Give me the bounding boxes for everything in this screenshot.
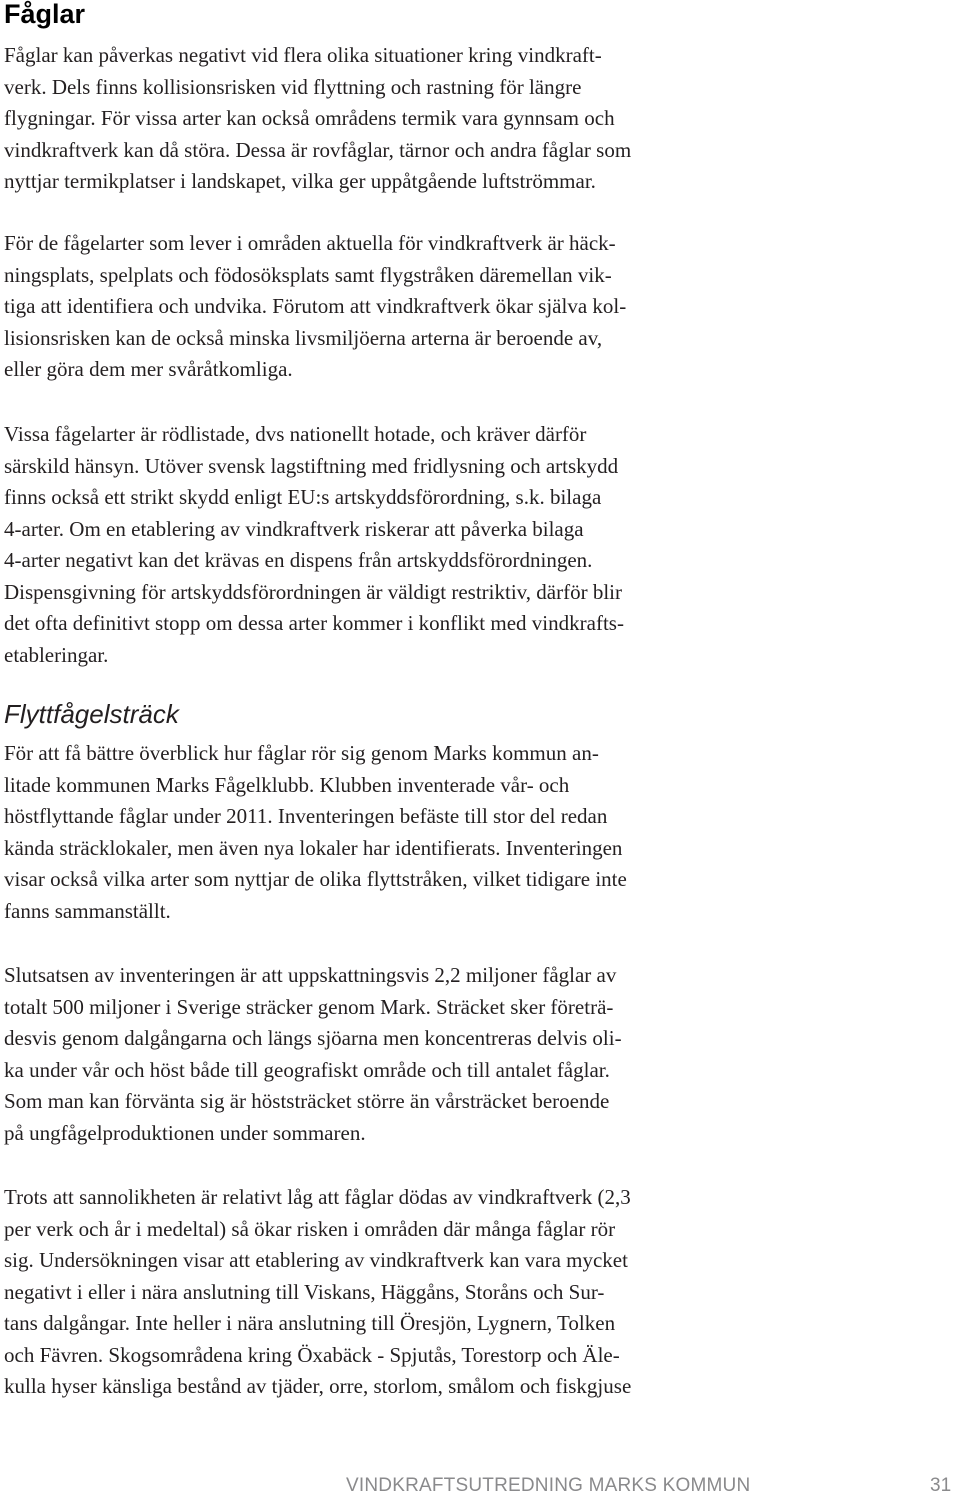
paragraph-redlisted [4,419,624,671]
text-line: visar också vilka arter som nyttjar de olika flyttstråken, vilket tidigare inte [4,867,627,891]
text-line: ningsplats, spelplats och födosöksplats samt flygstråken däremellan vik- [4,262,612,287]
text-line: fanns sammanställt. [4,898,171,923]
text-line: tans dalgångar. Inte heller i nära anslutning till Öresjön, Lygnern, Tolken [4,1311,616,1335]
text-line: 4-arter negativt kan det krävas en dispens från artskyddsförordningen. [4,548,593,572]
text-line: höstflyttande fåglar under 2011. Inventeringen befäste till stor del redan [4,804,608,828]
footer-document-title: VINDKRAFTSUTREDNING MARKS KOMMUN [346,1475,751,1496]
section-heading: Fåglar [4,0,86,29]
text-line: totalt 500 miljoner i Sverige sträcker genom Mark. Sträcket sker företrä- [4,994,614,1019]
text-line: Fåglar kan påverkas negativt vid flera olika situationer kring vindkraft- [4,43,602,67]
text-line: per verk och år i medeltal) så ökar risken i områden där många fåglar rör [4,1216,616,1241]
text-line: nyttjar termikplatser i landskapet, vilka ger uppåtgående luftströmmar. [4,169,596,193]
text-line: Slutsatsen av inventeringen är att uppskattningsvis 2,2 miljoner fåglar av [4,963,617,987]
text-line: eller göra dem mer svåråtkomliga. [4,357,293,381]
text-line: desvis genom dalgångarna och längs sjöarna men koncentreras delvis oli- [4,1026,622,1050]
text-line: ka under vår och höst både till geografiskt område och till antalet fåglar. [4,1057,610,1082]
text-line: tiga att identifiera och undvika. Förutom att vindkraftverk ökar själva kol- [4,294,627,318]
text-line: verk. Dels finns kollisionsrisken vid flyttning och rastning för längre [4,74,582,99]
text-line: negativt i eller i nära anslutning till Viskans, Häggåns, Storåns och Sur- [4,1279,605,1304]
footer-page-number: 31 [930,1475,952,1496]
text-line: etableringar. [4,642,109,667]
text-line: finns också ett strikt skydd enligt EU:s artskyddsförordning, s.k. bilaga [4,485,602,509]
paragraph-intro [4,40,631,198]
text-line: Som man kan förvänta sig är höststräcket större än vårsträcket beroende [4,1089,610,1113]
text-line: särskild hänsyn. Utöver svensk lagstiftning med fridlysning och artskydd [4,453,619,478]
text-line: kända sträcklokaler, men även nya lokaler har identifierats. Inventeringen [4,835,623,860]
text-line: kulla hyser känsliga bestånd av tjäder, orre, storlom, smålom och fiskgjuse [4,1374,632,1398]
text-line: För att få bättre överblick hur fåglar rör sig genom Marks kommun an- [4,741,599,765]
text-line: 4-arter. Om en etablering av vindkraftverk riskerar att påverka bilaga [4,516,584,541]
text-line: Vissa fågelarter är rödlistade, dvs nationellt hotade, och kräver därför [4,422,587,446]
text-line: lisionsrisken kan de också minska livsmiljöerna arterna är beroende av, [4,325,603,350]
text-line: Dispensgivning för artskyddsförordningen är väldigt restriktiv, därför blir [4,579,623,604]
paragraph-risk [4,1182,631,1403]
text-line: sig. Undersökningen visar att etablering av vindkraftverk kan vara mycket [4,1248,628,1272]
paragraph-habitat [4,228,626,386]
text-line: vindkraftverk kan då störa. Dessa är rovfåglar, tärnor och andra fåglar som [4,137,632,162]
text-line: Trots att sannolikheten är relativt låg att fåglar dödas av vindkraftverk (2,3 [4,1185,631,1209]
text-line: För de fågelarter som lever i områden aktuella för vindkraftverk är häck- [4,231,616,255]
paragraph-conclusion [4,960,622,1149]
text-line: det ofta definitivt stopp om dessa arter kommer i konflikt med vindkrafts- [4,611,624,635]
paragraph-inventory [4,738,627,927]
text-line: och Fävren. Skogsområdena kring Öxabäck - Spjutås, Torestorp och Äle- [4,1342,620,1367]
text-line: litade kommunen Marks Fågelklubb. Klubben inventerade vår- och [4,772,570,797]
subsection-heading: Flyttfågelsträck [4,699,179,729]
text-line: flygningar. För vissa arter kan också områdens termik vara gynnsam och [4,106,615,130]
text-line: på ungfågelproduktionen under sommaren. [4,1120,366,1145]
